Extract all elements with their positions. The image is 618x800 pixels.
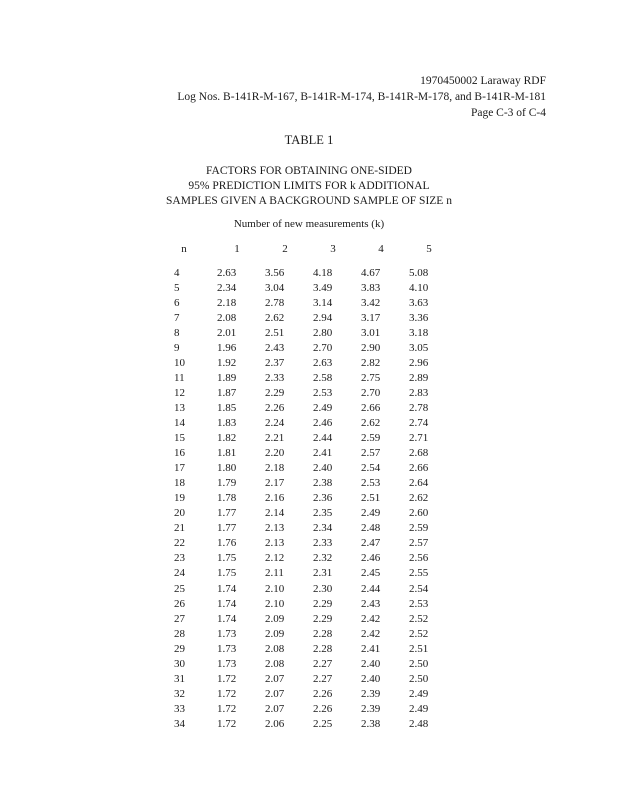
- factor-cell: 2.20: [265, 447, 285, 460]
- row-n-cell: 15: [174, 432, 185, 445]
- row-n-cell: 20: [174, 507, 185, 520]
- table-row: [155, 295, 453, 310]
- factor-cell: 2.52: [409, 612, 429, 625]
- row-n-cell: 21: [174, 522, 185, 535]
- row-n-cell: 27: [174, 612, 185, 625]
- factor-cell: 2.49: [409, 687, 429, 700]
- factor-cell: 2.27: [313, 657, 333, 670]
- column-header-k3: 3: [330, 243, 336, 255]
- factor-cell: 2.14: [265, 507, 285, 520]
- factor-cell: 2.29: [313, 612, 333, 625]
- row-n-cell: 13: [174, 401, 185, 414]
- factor-cell: 2.64: [409, 477, 429, 490]
- table-row: [155, 446, 453, 461]
- factor-cell: 2.46: [361, 552, 381, 565]
- factor-cell: 3.49: [313, 281, 333, 294]
- factor-cell: 2.50: [409, 657, 429, 670]
- table-row: [155, 551, 453, 566]
- factor-cell: 2.58: [313, 371, 333, 384]
- row-n-cell: 30: [174, 657, 185, 670]
- factor-cell: 1.75: [217, 567, 237, 580]
- factor-cell: 2.11: [265, 567, 284, 580]
- factor-cell: 2.30: [313, 582, 333, 595]
- table-subheading: Number of new measurements (k): [233, 218, 385, 230]
- factor-cell: 1.85: [217, 401, 237, 414]
- factor-cell: 2.34: [217, 281, 237, 294]
- factor-cell: 2.34: [313, 522, 333, 535]
- factor-cell: 2.09: [265, 627, 285, 640]
- column-header-k4: 4: [378, 243, 384, 255]
- factor-cell: 2.66: [409, 462, 429, 475]
- factor-cell: 2.26: [313, 702, 333, 715]
- factor-cell: 2.53: [409, 597, 429, 610]
- factor-cell: 1.72: [217, 687, 237, 700]
- factor-cell: 2.18: [217, 296, 237, 309]
- page-number: Page C-3 of C-4: [470, 107, 546, 119]
- factor-cell: 2.07: [265, 687, 285, 700]
- factor-cell: 2.62: [361, 416, 381, 429]
- factor-cell: 2.90: [361, 341, 381, 354]
- caption-line-2: 95% PREDICTION LIMITS FOR k ADDITIONAL: [188, 180, 430, 192]
- column-header-n: n: [181, 243, 187, 255]
- row-n-cell: 33: [174, 702, 185, 715]
- factor-cell: 3.42: [361, 296, 381, 309]
- factor-cell: 1.76: [217, 537, 237, 550]
- factor-cell: 3.05: [409, 341, 429, 354]
- factor-cell: 4.67: [361, 266, 381, 279]
- factor-cell: 2.70: [313, 341, 333, 354]
- row-n-cell: 32: [174, 687, 185, 700]
- caption-line-3: SAMPLES GIVEN A BACKGROUND SAMPLE OF SIZE n: [166, 195, 452, 207]
- row-n-cell: 34: [174, 717, 185, 730]
- factor-cell: 1.75: [217, 552, 237, 565]
- factor-cell: 2.21: [265, 432, 285, 445]
- factor-cell: 1.83: [217, 416, 237, 429]
- factor-cell: 2.06: [265, 717, 285, 730]
- factor-cell: 2.33: [265, 371, 285, 384]
- factor-cell: 2.08: [265, 657, 285, 670]
- row-n-cell: 10: [174, 356, 185, 369]
- factor-cell: 2.07: [265, 702, 285, 715]
- factor-cell: 2.44: [313, 432, 333, 445]
- factor-cell: 2.94: [313, 311, 333, 324]
- row-n-cell: 17: [174, 462, 185, 475]
- table-row: [155, 656, 453, 671]
- factor-cell: 2.35: [313, 507, 333, 520]
- factor-cell: 2.49: [313, 401, 333, 414]
- factor-cell: 2.74: [409, 416, 429, 429]
- table-row: [155, 461, 453, 476]
- table-row: [155, 431, 453, 446]
- row-n-cell: 26: [174, 597, 185, 610]
- factor-cell: 2.78: [265, 296, 285, 309]
- factor-cell: 2.66: [361, 401, 381, 414]
- factor-cell: 1.72: [217, 717, 237, 730]
- row-n-cell: 12: [174, 386, 185, 399]
- factor-cell: 2.38: [313, 477, 333, 490]
- table-row: [155, 716, 453, 731]
- table-row: [155, 596, 453, 611]
- factor-cell: 2.10: [265, 597, 285, 610]
- column-header-k5: 5: [426, 243, 432, 255]
- table-row: [155, 686, 453, 701]
- table-row: [155, 340, 453, 355]
- table-row: [155, 400, 453, 415]
- log-numbers: Log Nos. B-141R-M-167, B-141R-M-174, B-141R-M-178, and B-141R-M-181: [177, 91, 546, 103]
- table-row: [155, 536, 453, 551]
- factor-cell: 4.18: [313, 266, 333, 279]
- factor-cell: 1.80: [217, 462, 237, 475]
- factor-cell: 2.39: [361, 702, 381, 715]
- factor-cell: 1.73: [217, 657, 237, 670]
- factor-cell: 2.28: [313, 627, 333, 640]
- column-header-k2: 2: [282, 243, 288, 255]
- factor-cell: 2.29: [265, 386, 285, 399]
- factor-cell: 2.42: [361, 612, 381, 625]
- factor-cell: 3.17: [361, 311, 381, 324]
- factor-cell: 2.48: [361, 522, 381, 535]
- factor-cell: 2.54: [361, 462, 381, 475]
- factor-cell: 1.87: [217, 386, 237, 399]
- table-row: [155, 566, 453, 581]
- table-row: [155, 641, 453, 656]
- factor-cell: 2.13: [265, 522, 285, 535]
- factor-cell: 2.56: [409, 552, 429, 565]
- factor-cell: 2.16: [265, 492, 285, 505]
- table-row: [155, 671, 453, 686]
- factor-cell: 1.77: [217, 522, 237, 535]
- factor-cell: 2.68: [409, 447, 429, 460]
- factor-cell: 2.37: [265, 356, 285, 369]
- factor-cell: 2.55: [409, 567, 429, 580]
- factor-cell: 1.81: [217, 447, 237, 460]
- factor-cell: 2.26: [265, 401, 285, 414]
- factor-cell: 2.40: [313, 462, 333, 475]
- factor-cell: 1.77: [217, 507, 237, 520]
- factor-cell: 2.78: [409, 401, 429, 414]
- table-row: [155, 521, 453, 536]
- table-row: [155, 385, 453, 400]
- factor-cell: 2.27: [313, 672, 333, 685]
- factor-cell: 2.96: [409, 356, 429, 369]
- factor-cell: 3.36: [409, 311, 429, 324]
- row-n-cell: 29: [174, 642, 185, 655]
- factor-cell: 2.29: [313, 597, 333, 610]
- factor-cell: 2.31: [313, 567, 333, 580]
- factor-cell: 3.83: [361, 281, 381, 294]
- factor-cell: 1.78: [217, 492, 237, 505]
- document-id: 1970450002 Laraway RDF: [420, 75, 546, 87]
- row-n-cell: 22: [174, 537, 185, 550]
- factor-cell: 2.51: [409, 642, 429, 655]
- table-row: [155, 626, 453, 641]
- factor-cell: 2.51: [265, 326, 285, 339]
- row-n-cell: 25: [174, 582, 185, 595]
- factor-cell: 2.38: [361, 717, 381, 730]
- factor-cell: 2.53: [313, 386, 333, 399]
- row-n-cell: 6: [174, 296, 180, 309]
- table-row: [155, 355, 453, 370]
- factor-cell: 2.59: [409, 522, 429, 535]
- row-n-cell: 16: [174, 447, 185, 460]
- factor-cell: 2.39: [361, 687, 381, 700]
- row-n-cell: 18: [174, 477, 185, 490]
- factor-cell: 3.01: [361, 326, 381, 339]
- factor-cell: 2.63: [217, 266, 237, 279]
- row-n-cell: 8: [174, 326, 180, 339]
- factor-cell: 2.75: [361, 371, 381, 384]
- factor-cell: 2.62: [409, 492, 429, 505]
- factor-cell: 2.70: [361, 386, 381, 399]
- factor-cell: 2.40: [361, 657, 381, 670]
- factor-cell: 3.56: [265, 266, 285, 279]
- factor-cell: 1.73: [217, 627, 237, 640]
- table-row: [155, 415, 453, 430]
- factor-cell: 2.57: [361, 447, 381, 460]
- factor-cell: 2.24: [265, 416, 285, 429]
- factor-cell: 2.42: [361, 627, 381, 640]
- factor-cell: 2.07: [265, 672, 285, 685]
- factor-cell: 1.72: [217, 672, 237, 685]
- factor-cell: 2.17: [265, 477, 285, 490]
- factor-cell: 2.54: [409, 582, 429, 595]
- caption-line-1: FACTORS FOR OBTAINING ONE-SIDED: [206, 165, 412, 177]
- row-n-cell: 23: [174, 552, 185, 565]
- factor-cell: 2.13: [265, 537, 285, 550]
- table-body: [155, 265, 453, 731]
- row-n-cell: 24: [174, 567, 185, 580]
- factor-cell: 1.74: [217, 582, 237, 595]
- factor-cell: 2.48: [409, 717, 429, 730]
- table-row: [155, 280, 453, 295]
- table-row: [155, 611, 453, 626]
- table-row: [155, 265, 453, 280]
- factor-cell: 2.63: [313, 356, 333, 369]
- row-n-cell: 31: [174, 672, 185, 685]
- factor-cell: 3.18: [409, 326, 429, 339]
- factor-cell: 2.28: [313, 642, 333, 655]
- factor-cell: 2.89: [409, 371, 429, 384]
- factor-cell: 1.96: [217, 341, 237, 354]
- factor-cell: 2.45: [361, 567, 381, 580]
- factor-cell: 2.40: [361, 672, 381, 685]
- factor-cell: 2.47: [361, 537, 381, 550]
- table-row: [155, 370, 453, 385]
- table-row: [155, 701, 453, 716]
- factor-cell: 3.63: [409, 296, 429, 309]
- table-title: TABLE 1: [284, 133, 334, 147]
- factor-cell: 2.51: [361, 492, 381, 505]
- table-row: [155, 581, 453, 596]
- factor-cell: 2.26: [313, 687, 333, 700]
- row-n-cell: 14: [174, 416, 185, 429]
- factor-cell: 2.36: [313, 492, 333, 505]
- factor-cell: 2.59: [361, 432, 381, 445]
- table-header: [155, 243, 453, 265]
- column-header-k1: 1: [234, 243, 240, 255]
- factor-cell: 2.44: [361, 582, 381, 595]
- factor-cell: 1.92: [217, 356, 237, 369]
- factor-cell: 2.50: [409, 672, 429, 685]
- factor-cell: 1.82: [217, 432, 237, 445]
- factor-cell: 2.60: [409, 507, 429, 520]
- factor-cell: 1.73: [217, 642, 237, 655]
- factor-cell: 2.41: [361, 642, 381, 655]
- factor-cell: 3.14: [313, 296, 333, 309]
- factor-cell: 2.43: [265, 341, 285, 354]
- row-n-cell: 7: [174, 311, 180, 324]
- table-row: [155, 506, 453, 521]
- factor-cell: 2.53: [361, 477, 381, 490]
- factor-cell: 2.18: [265, 462, 285, 475]
- factor-cell: 5.08: [409, 266, 429, 279]
- factor-cell: 1.79: [217, 477, 237, 490]
- factor-cell: 2.41: [313, 447, 333, 460]
- factor-cell: 1.89: [217, 371, 237, 384]
- factor-cell: 2.57: [409, 537, 429, 550]
- factor-cell: 2.71: [409, 432, 429, 445]
- factor-cell: 2.43: [361, 597, 381, 610]
- table-row: [155, 325, 453, 340]
- factor-cell: 2.08: [217, 311, 237, 324]
- factor-cell: 2.12: [265, 552, 285, 565]
- factor-cell: 2.82: [361, 356, 381, 369]
- factor-cell: 1.74: [217, 597, 237, 610]
- factor-cell: 2.80: [313, 326, 333, 339]
- factor-cell: 1.72: [217, 702, 237, 715]
- row-n-cell: 11: [174, 371, 185, 384]
- factor-cell: 2.10: [265, 582, 285, 595]
- row-n-cell: 5: [174, 281, 180, 294]
- factor-cell: 2.46: [313, 416, 333, 429]
- factor-cell: 2.25: [313, 717, 333, 730]
- row-n-cell: 28: [174, 627, 185, 640]
- prediction-factor-table: [155, 243, 453, 731]
- factor-cell: 2.49: [361, 507, 381, 520]
- factor-cell: 1.74: [217, 612, 237, 625]
- factor-cell: 2.52: [409, 627, 429, 640]
- factor-cell: 2.32: [313, 552, 333, 565]
- row-n-cell: 9: [174, 341, 180, 354]
- factor-cell: 2.33: [313, 537, 333, 550]
- table-row: [155, 310, 453, 325]
- table-row: [155, 476, 453, 491]
- factor-cell: 3.04: [265, 281, 285, 294]
- factor-cell: 2.83: [409, 386, 429, 399]
- row-n-cell: 4: [174, 266, 180, 279]
- factor-cell: 2.09: [265, 612, 285, 625]
- table-row: [155, 491, 453, 506]
- factor-cell: 4.10: [409, 281, 429, 294]
- factor-cell: 2.08: [265, 642, 285, 655]
- header-row: [155, 243, 453, 265]
- row-n-cell: 19: [174, 492, 185, 505]
- factor-cell: 2.01: [217, 326, 237, 339]
- factor-cell: 2.62: [265, 311, 285, 324]
- factor-cell: 2.49: [409, 702, 429, 715]
